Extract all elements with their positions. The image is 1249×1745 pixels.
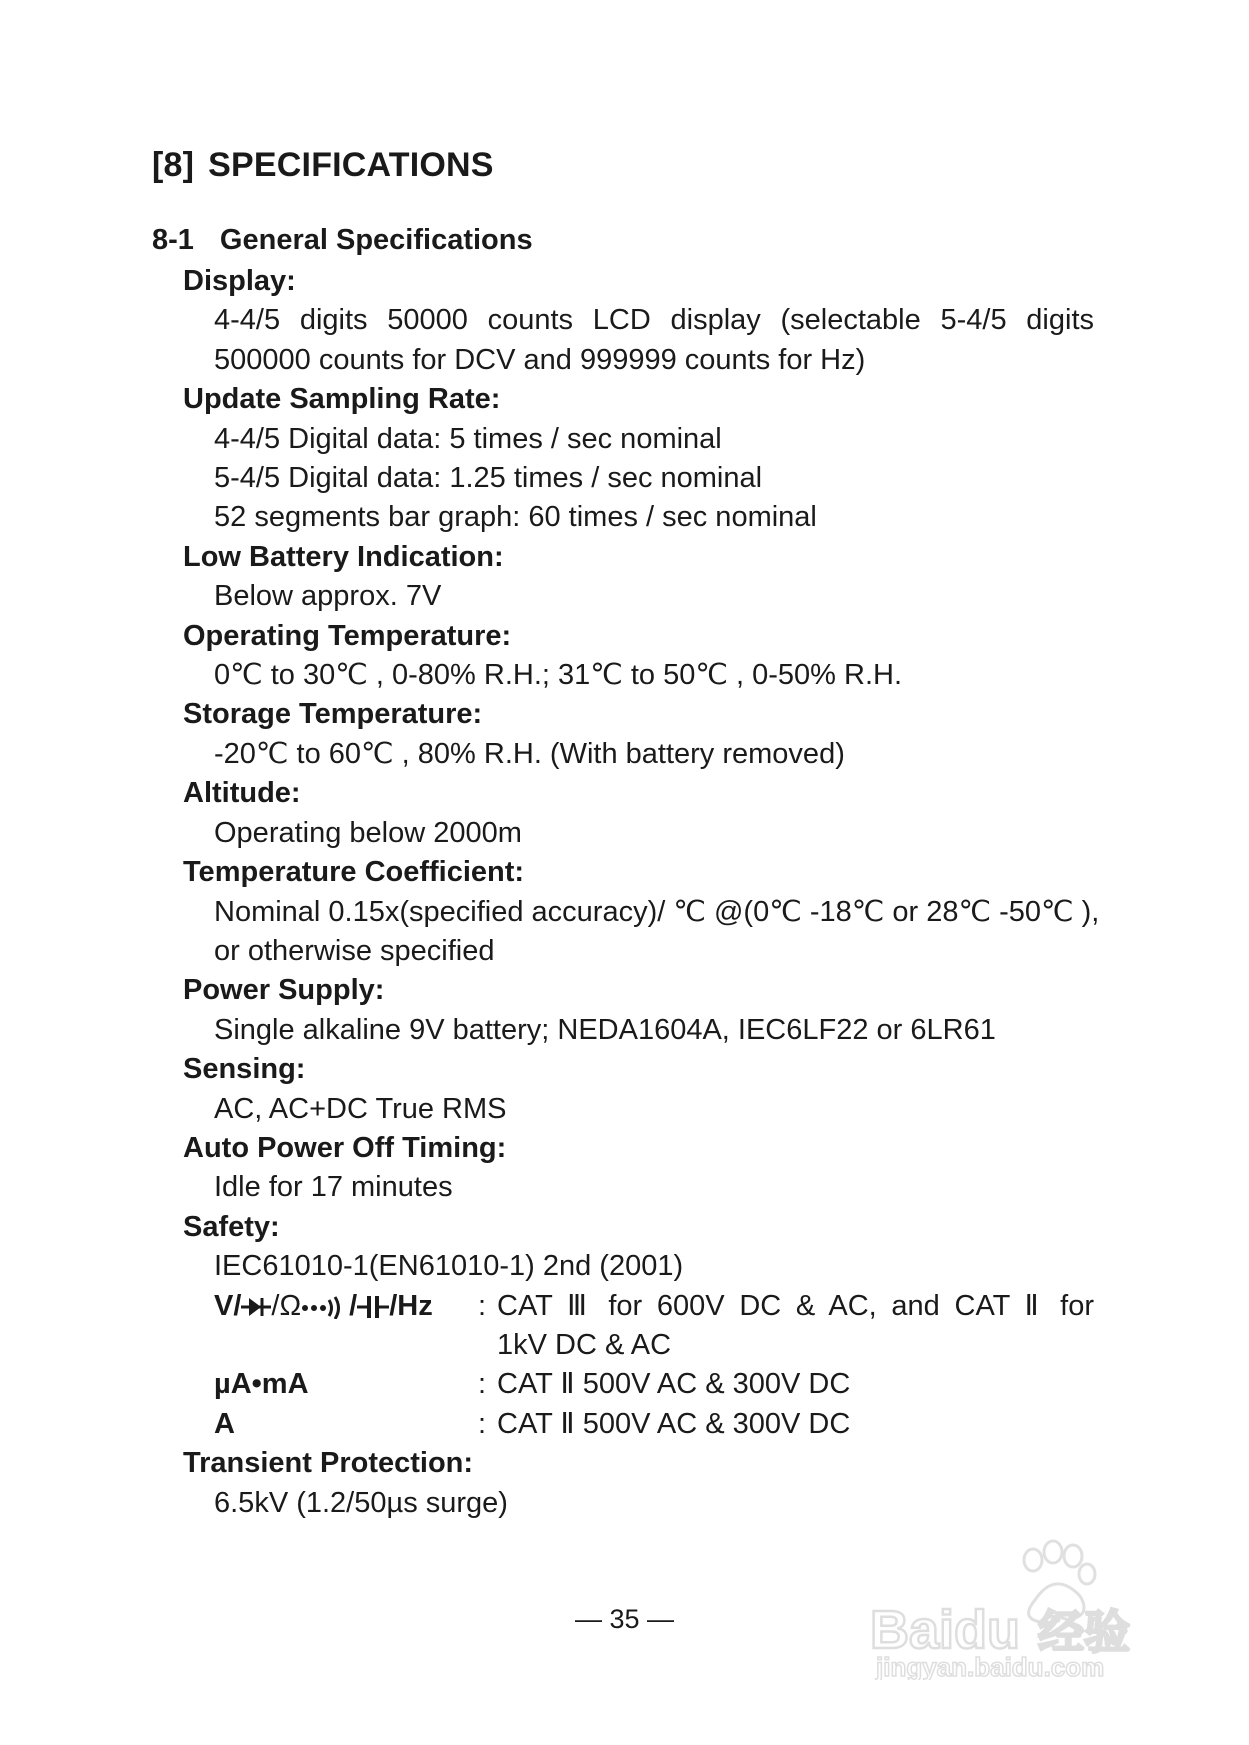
watermark-url: jingyan.baidu.com xyxy=(876,1652,1105,1680)
safety-label-v: V/ xyxy=(214,1289,242,1322)
safety-label-voltage xyxy=(214,1287,478,1366)
safety-value-ua-ma: CAT Ⅱ 500V AC & 300V DC xyxy=(497,1368,851,1401)
subsection-title xyxy=(152,224,533,257)
subsection-title-text: General Specifications xyxy=(219,224,533,256)
safety-colon-voltage: : xyxy=(478,1289,487,1322)
spec-text-storage-temp: -20℃ to 60℃ , 80% R.H. (With battery removed) xyxy=(214,737,845,770)
subsection-number: 8-1 xyxy=(152,224,194,256)
spec-text-update-rate-3: 52 segments bar graph: 60 times / sec nominal xyxy=(214,501,817,534)
safety-colon-ua-ma: : xyxy=(478,1368,487,1401)
spec-text-altitude: Operating below 2000m xyxy=(214,816,522,849)
spec-heading-auto-power-off: Auto Power Off Timing: xyxy=(183,1131,507,1164)
baidu-watermark-logo xyxy=(870,1530,1190,1680)
spec-heading-power-supply: Power Supply: xyxy=(183,974,385,1007)
spec-text-auto-power-off: Idle for 17 minutes xyxy=(214,1171,453,1204)
safety-label-hz: /Hz xyxy=(389,1289,433,1322)
safety-row-a xyxy=(183,1405,1103,1444)
safety-row-ua-ma xyxy=(183,1365,1103,1404)
safety-value-voltage-line1: CAT Ⅲ for 600V DC & AC, and CAT Ⅱ for xyxy=(497,1289,1094,1322)
spec-heading-temp-coeff: Temperature Coefficient: xyxy=(183,856,525,889)
spec-heading-operating-temp: Operating Temperature: xyxy=(183,619,512,652)
continuity-beeper-icon xyxy=(301,1295,349,1319)
safety-value-voltage xyxy=(497,1287,1097,1366)
safety-row-voltage xyxy=(183,1287,1103,1366)
safety-value-a: CAT Ⅱ 500V AC & 300V DC xyxy=(497,1407,851,1440)
spec-text-sensing: AC, AC+DC True RMS xyxy=(214,1092,507,1125)
spec-list xyxy=(183,262,1103,1523)
spec-text-display-1: 4-4/5 digits 50000 counts LCD display (selectable 5-4/5 digits xyxy=(214,304,1094,337)
safety-label-a: A xyxy=(214,1407,235,1440)
spec-heading-update-rate: Update Sampling Rate: xyxy=(183,383,501,416)
spec-heading-safety: Safety: xyxy=(183,1210,280,1243)
spec-heading-altitude: Altitude: xyxy=(183,777,301,810)
spec-text-temp-coeff-1: Nominal 0.15x(specified accuracy)/ ℃ @(0℃ -18℃ or 28℃ -50℃ ), xyxy=(214,895,1100,928)
section-title xyxy=(152,146,494,185)
spec-text-transient: 6.5kV (1.2/50µs surge) xyxy=(214,1486,508,1519)
diode-icon xyxy=(241,1296,271,1318)
safety-label-slash: / xyxy=(349,1289,358,1322)
spec-text-display-2: 500000 counts for DCV and 999999 counts for Hz) xyxy=(214,343,866,376)
spec-heading-sensing: Sensing: xyxy=(183,1053,306,1086)
spec-text-low-battery: Below approx. 7V xyxy=(214,580,442,613)
spec-text-update-rate-2: 5-4/5 Digital data: 1.25 times / sec nominal xyxy=(214,462,763,495)
safety-colon-a: : xyxy=(478,1407,487,1440)
spec-text-operating-temp: 0℃ to 30℃ , 0-80% R.H.; 31℃ to 50℃ , 0-50% R.H. xyxy=(214,659,902,692)
spec-heading-low-battery: Low Battery Indication: xyxy=(183,540,504,573)
spec-heading-transient: Transient Protection: xyxy=(183,1447,474,1480)
spec-text-temp-coeff-2: or otherwise specified xyxy=(214,934,495,967)
spec-heading-display: Display: xyxy=(183,265,296,297)
spec-text-safety-standard: IEC61010-1(EN61010-1) 2nd (2001) xyxy=(214,1250,684,1283)
section-number: [8] xyxy=(152,146,195,184)
watermark-brand: Baidu xyxy=(870,1600,1021,1660)
safety-label-ohm: /Ω xyxy=(271,1289,302,1322)
safety-label-ua-ma: µA•mA xyxy=(214,1368,309,1401)
safety-value-voltage-line2: 1kV DC & AC xyxy=(497,1328,672,1361)
spec-heading-storage-temp: Storage Temperature: xyxy=(183,698,483,731)
capacitor-icon xyxy=(357,1295,389,1319)
page-number: — 35 — xyxy=(574,1604,675,1634)
spec-text-update-rate-1: 4-4/5 Digital data: 5 times / sec nominal xyxy=(214,422,722,455)
watermark-brand-cn: 经验 xyxy=(1038,1605,1130,1659)
section-title-text: SPECIFICATIONS xyxy=(208,146,494,184)
spec-text-power-supply: Single alkaline 9V battery; NEDA1604A, IEC6LF22 or 6LR61 xyxy=(214,1013,996,1046)
